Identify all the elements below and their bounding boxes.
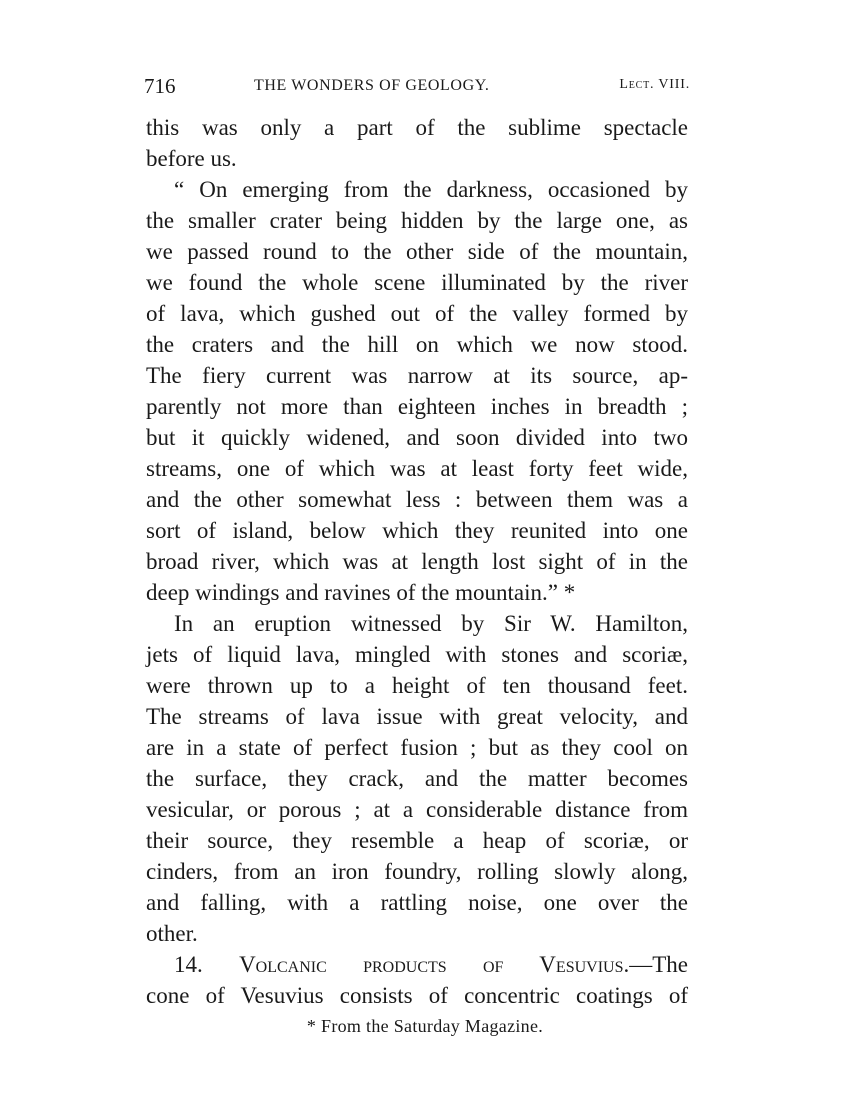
text-line: other.: [146, 921, 198, 946]
page-number: 716: [144, 74, 176, 98]
running-head: [144, 74, 690, 100]
text-line: were thrown up to a height of ten thousand feet.: [146, 673, 688, 698]
body-text: [146, 112, 688, 1011]
text-line: jets of liquid lava, mingled with stones and scoriæ,: [146, 642, 688, 667]
text-line: are in a state of perfect fusion ; but as they cool on: [146, 735, 688, 760]
text-line: deep windings and ravines of the mountain.” *: [146, 580, 576, 605]
lecture-label: Lect. VIII.: [619, 77, 690, 92]
text-line: and the other somewhat less : between them was a: [146, 487, 688, 512]
section-heading-continuation: —The: [629, 952, 688, 977]
running-title: THE WONDERS OF GEOLOGY.: [254, 77, 490, 94]
footnote: * From the Saturday Magazine.: [306, 1016, 544, 1036]
text-line: The fiery current was narrow at its source, ap-: [146, 363, 688, 388]
text-line: but it quickly widened, and soon divided into two: [146, 425, 688, 450]
text-line: sort of island, below which they reunited into one: [146, 518, 688, 543]
section-heading: Volcanic products of Vesuvius.: [239, 952, 630, 977]
text-line: we passed round to the other side of the mountain,: [146, 239, 688, 264]
text-line: In an eruption witnessed by Sir W. Hamilton,: [174, 611, 688, 636]
text-line: parently not more than eighteen inches in breadth ;: [146, 394, 688, 419]
text-line: of lava, which gushed out of the valley formed by: [146, 301, 688, 326]
text-line: The streams of lava issue with great velocity, and: [146, 704, 688, 729]
text-line: “ On emerging from the darkness, occasioned by: [174, 177, 688, 202]
text-line: streams, one of which was at least forty feet wide,: [146, 456, 688, 481]
text-line: and falling, with a rattling noise, one over the: [146, 890, 688, 915]
text-line: we found the whole scene illuminated by the river: [146, 270, 688, 295]
text-line: before us.: [146, 146, 237, 171]
text-line: cinders, from an iron foundry, rolling slowly along,: [146, 859, 688, 884]
text-line: broad river, which was at length lost sight of in the: [146, 549, 688, 574]
section-heading-line: [146, 949, 688, 980]
text-line: their source, they resemble a heap of scoriæ, or: [146, 828, 688, 853]
text-line: vesicular, or porous ; at a considerable distance from: [146, 797, 688, 822]
text-line: the surface, they crack, and the matter becomes: [146, 766, 688, 791]
text-line: the smaller crater being hidden by the large one, as: [146, 208, 688, 233]
section-number: 14.: [174, 952, 203, 977]
text-line: the craters and the hill on which we now stood.: [146, 332, 688, 357]
text-line: cone of Vesuvius consists of concentric coatings of: [146, 983, 688, 1008]
text-line: this was only a part of the sublime spectacle: [146, 115, 688, 140]
